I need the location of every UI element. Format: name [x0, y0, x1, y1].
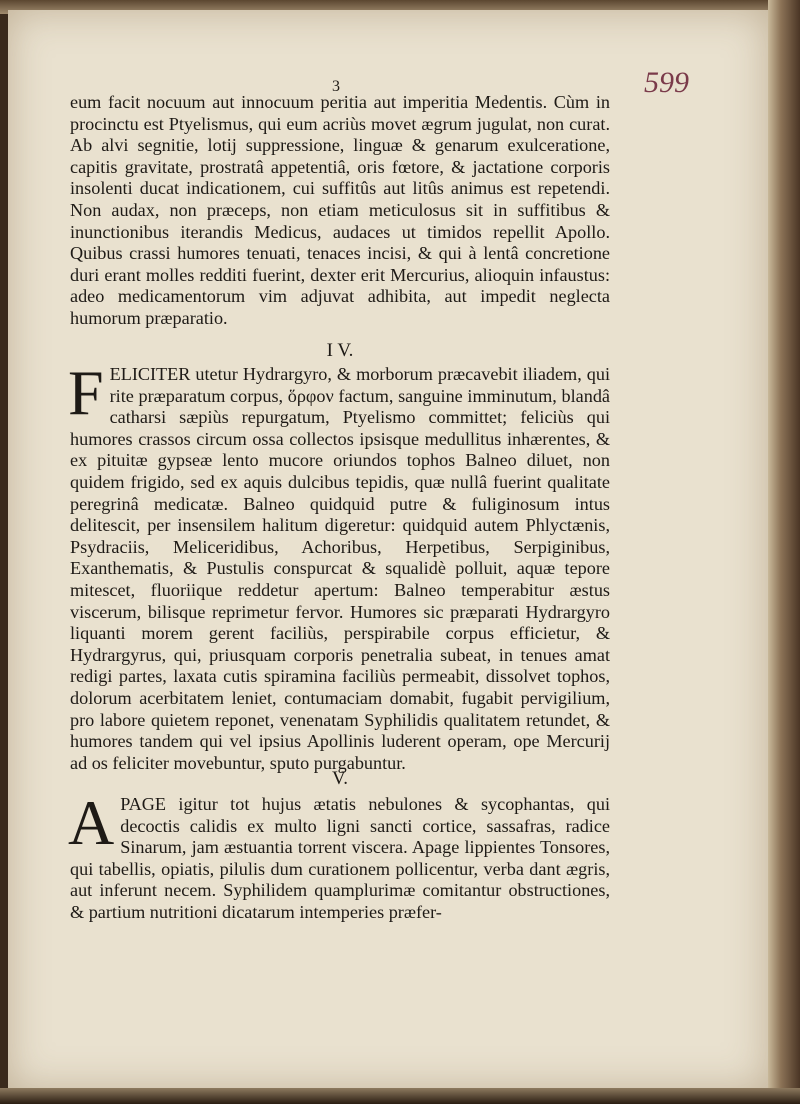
dropcap-a: A: [68, 787, 115, 858]
paragraph-2: [68, 357, 610, 774]
book-spine-edge: [768, 0, 800, 1104]
paragraph-1: eum facit nocuum aut innocuum peritia aut imperitia Medentis. Cùm in procinctu est Ptyelismus, qui eum acriùs movet ægrum jugulat, non curat. Ab alvi segnitie, lotij suppressione, linguæ & genarum exulceratione, capitis gravitate, prostratâ appetentiâ, oris fœtore, & jactatione corporis insolenti ducat indicationem, cui suffitûs aut litûs animus est repetendi. Non audax, non præceps, non etiam meticulosus sit in suffitibus & inunctionibus iterandis Medicus, audaces ut timidos repellit Apollo. Quibus crassi humores tenuati, tenaces incisi, & qui à lentâ concretione duri erant molles redditi fuerint, dexter erit Mercurius, alioquin infaustus: adeo medicamentorum vim adjuvat adhibita, aut impedit neglecta humorum præparatio.: [70, 92, 610, 328]
book-bottom-edge: [0, 1088, 800, 1104]
folio-number: 599: [644, 66, 689, 99]
section-heading-iv: I V.: [326, 340, 354, 361]
paragraph-3: [68, 787, 610, 924]
paragraph-2-text: ELICITER utetur Hydrargyro, & morborum præcavebit iliadem, qui rite præparatum corpus, ὅρφον factum, sanguine imminutum, blandâ catharsi sæpiùs repurgatum, Ptyelismo committet; feliciùs qui humores crassos circum ossa collectos ipsisque medullitus inhærentes, & ex pituitæ gypseæ lento mucore oriundos tophos Balneo diluet, non quidem frigido, sed ex aquis dulcibus tepidis, quæ nullâ fuerint qualitate peregrinâ medicatæ. Balneo quidquid putre & fuliginosum intus delitescit, per insensilem halitum digeretur: quidquid autem Phlyctænis, Psydraciis, Meliceridibus, Achoribus, Herpetibus, Serpiginibus, Exanthematis, & Pustulis conspurcat & squalidè polluit, aquæ tepore mitescet, fluoriique reddetur apertum: Balneo temperabitur æstus viscerum, bilisque reprimetur fervor. Humores sic præparati Hydrargyro liquanti morem gerent faciliùs, perspirabile corpus efficietur, & Hydrargyrus, qui, priusquam corporis penetralia subeat, in tenues amat redigi partes, laxata cutis spiramina faciliùs permeabit, dissolvet tophos, dolorum acerbitatem leniet, contumaciam domabit, fugabit pervigilium, pro labore quietem reponet, venenatam Syphilidis qualitatem retundet, & humores tandem qui vel ipsius Apollinis luderent operam, ope Mercurij ad os feliciter movebuntur, sputo purgabuntur.: [70, 364, 610, 773]
paragraph-3-text: PAGE igitur tot hujus ætatis nebulones & sycophantas, qui decoctis calidis ex multo ligni sancti cortice, sassafras, radice Sinarum, jam æstuantia torrent viscera. Apage lippientes Tonsores, qui tabellis, opiatis, pilulis dum curationem pollicentur, verba dant ægris, aut inferunt necem. Syphilidem quamplurimæ comitantur obstructiones, & partium nutritioni dicatarum intemperies præfer-: [70, 794, 610, 922]
page-number: 3: [332, 78, 340, 95]
section-heading-v: V.: [331, 768, 349, 789]
dropcap-f: F: [68, 357, 104, 428]
